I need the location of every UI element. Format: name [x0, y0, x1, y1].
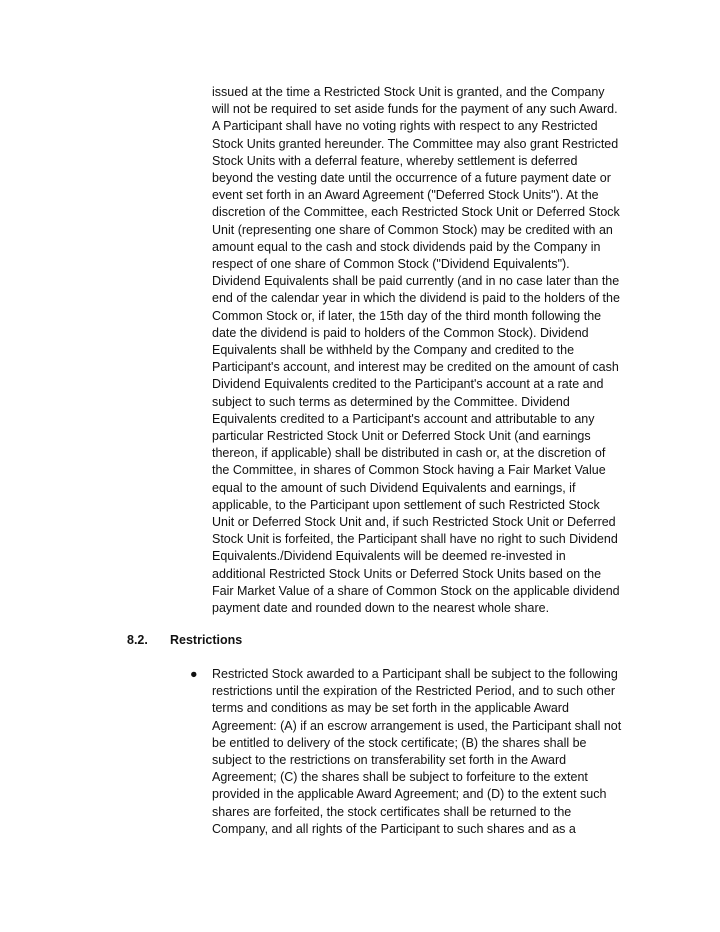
- paragraph-line: Equivalents./Dividend Equivalents will be deemed re-invested in: [212, 549, 566, 564]
- paragraph-line: respect of one share of Common Stock ("Dividend Equivalents").: [212, 257, 570, 272]
- paragraph-line: beyond the vesting date until the occurrence of a future payment date or: [212, 171, 611, 186]
- bullet-line: Restricted Stock awarded to a Participant shall be subject to the following: [212, 667, 618, 681]
- paragraph-line: subject to such terms as determined by the Committee. Dividend: [212, 394, 570, 409]
- paragraph-line: Unit or Deferred Stock Unit and, if such Restricted Stock Unit or Deferred: [212, 515, 616, 530]
- paragraph-line: event set forth in an Award Agreement ("Deferred Stock Units"). At the: [212, 188, 599, 203]
- paragraph-line: amount equal to the cash and stock dividends paid by the Company in: [212, 239, 601, 254]
- paragraph-line: Participant's account, and interest may be credited on the amount of cash: [212, 360, 619, 375]
- continued-paragraph: [212, 84, 642, 617]
- section-title: Restrictions: [170, 633, 243, 647]
- bullet-line: be entitled to delivery of the stock certificate; (B) the shares shall be: [212, 735, 587, 750]
- paragraph-line: will not be required to set aside funds for the payment of any such Award.: [212, 102, 618, 117]
- paragraph-line: equal to the amount of such Dividend Equivalents and earnings, if: [212, 480, 576, 495]
- bullet-text: [212, 666, 642, 838]
- bullet-line: terms and conditions as may be set forth in the applicable Award: [212, 701, 569, 716]
- paragraph-line: Dividend Equivalents shall be paid currently (and in no case later than the: [212, 274, 620, 289]
- bullet-line: restrictions until the expiration of the Restricted Period, and to such other: [212, 684, 615, 699]
- paragraph-line: Common Stock or, if later, the 15th day of the third month following the: [212, 308, 602, 323]
- paragraph-line: A Participant shall have no voting rights with respect to any Restricted: [212, 119, 598, 134]
- paragraph-line: Stock Units with a deferral feature, whereby settlement is deferred: [212, 153, 578, 168]
- paragraph-line: Unit (representing one share of Common Stock) may be credited with an: [212, 222, 613, 237]
- paragraph-line: applicable, to the Participant upon settlement of such Restricted Stock: [212, 497, 600, 512]
- paragraph-line: the Committee, in shares of Common Stock having a Fair Market Value: [212, 463, 606, 478]
- paragraph-line: Stock Units granted hereunder. The Committee may also grant Restricted: [212, 136, 619, 151]
- bullet-line: shares are forfeited, the stock certificates shall be returned to the: [212, 804, 572, 819]
- paragraph-line: particular Restricted Stock Unit or Deferred Stock Unit (and earnings: [212, 429, 591, 444]
- bullet-line: provided in the applicable Award Agreement; and (D) to the extent such: [212, 787, 607, 802]
- paragraph-line: Equivalents credited to a Participant's account and attributable to any: [212, 411, 595, 426]
- bullet-line: subject to the restrictions on transferability set forth in the Award: [212, 753, 567, 768]
- paragraph-line: payment date and rounded down to the nearest whole share.: [212, 601, 550, 616]
- paragraph-line: date the dividend is paid to holders of the Common Stock). Dividend: [212, 325, 589, 340]
- bullet-line: Company, and all rights of the Participant to such shares and as a: [212, 821, 576, 836]
- paragraph-line: end of the calendar year in which the dividend is paid to the holders of the: [212, 291, 620, 306]
- paragraph-line: issued at the time a Restricted Stock Unit is granted, and the Company: [212, 85, 605, 99]
- paragraph-line: Dividend Equivalents credited to the Participant's account at a rate and: [212, 377, 604, 392]
- paragraph-line: additional Restricted Stock Units or Deferred Stock Units based on the: [212, 566, 602, 581]
- paragraph-line: thereon, if applicable) shall be distributed in cash or, at the discretion of: [212, 446, 606, 461]
- paragraph-line: Fair Market Value of a share of Common Stock on the applicable dividend: [212, 583, 620, 598]
- paragraph-line: Equivalents shall be withheld by the Company and credited to the: [212, 343, 575, 358]
- bullet-marker-icon: ●: [190, 667, 198, 681]
- section-number: 8.2.: [127, 633, 148, 647]
- paragraph-line: Stock Unit is forfeited, the Participant shall have no right to such Dividend: [212, 532, 618, 547]
- bullet-line: Agreement; (C) the shares shall be subject to forfeiture to the extent: [212, 770, 588, 785]
- bullet-line: Agreement: (A) if an escrow arrangement is used, the Participant shall not: [212, 718, 622, 733]
- paragraph-line: discretion of the Committee, each Restricted Stock Unit or Deferred Stock: [212, 205, 620, 220]
